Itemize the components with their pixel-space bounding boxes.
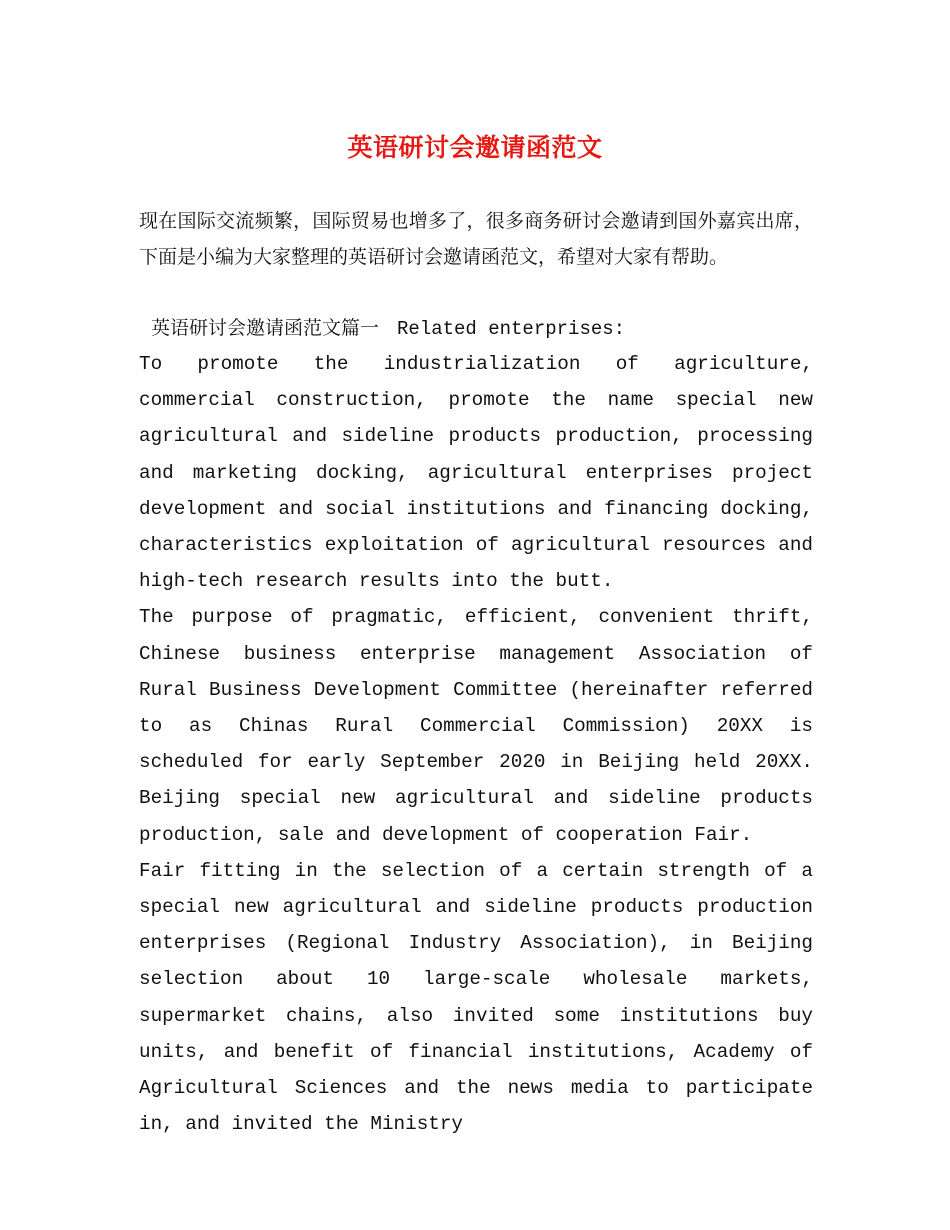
salutation: Related enterprises: bbox=[397, 318, 626, 340]
letter-body bbox=[139, 346, 813, 1142]
section-heading-line bbox=[151, 310, 811, 347]
body-paragraph: The purpose of pragmatic, efficient, convenient thrift, Chinese business enterprise management Association of Rural Business Development Committee (hereinafter referred to as Chinas Rural Commercial Commission) 20XX is scheduled for early September 2020 in Beijing held 20XX. Beijing special new agricultural and sideline products production, sale and development of cooperation Fair. bbox=[139, 606, 813, 846]
body-paragraph: Fair fitting in the selection of a certain strength of a special new agricultural and sideline products production enterprises (Regional Industry Association), in Beijing selection about 10 large-scale wholesale markets, supermarket chains, also invited some institutions buy units, and benefit of financial institutions, Academy of Agricultural Sciences and the news media to participate in, and invited the Ministry bbox=[139, 859, 813, 1136]
intro-paragraph: 现在国际交流频繁，国际贸易也增多了，很多商务研讨会邀请到国外嘉宾出席，下面是小编为大家整理的英语研讨会邀请函范文，希望对大家有帮助。 bbox=[139, 210, 813, 268]
section-heading: 英语研讨会邀请函范文篇一 bbox=[151, 317, 380, 339]
body-paragraph: To promote the industrialization of agriculture, commercial construction, promote the name special new agricultural and sideline products production, processing and marketing docking, agricultural enterprises project development and social institutions and financing docking, characteristics exploitation of agricultural resources and high-tech research results into the butt. bbox=[139, 353, 813, 593]
document-title: 英语研讨会邀请函范文 bbox=[347, 133, 603, 162]
